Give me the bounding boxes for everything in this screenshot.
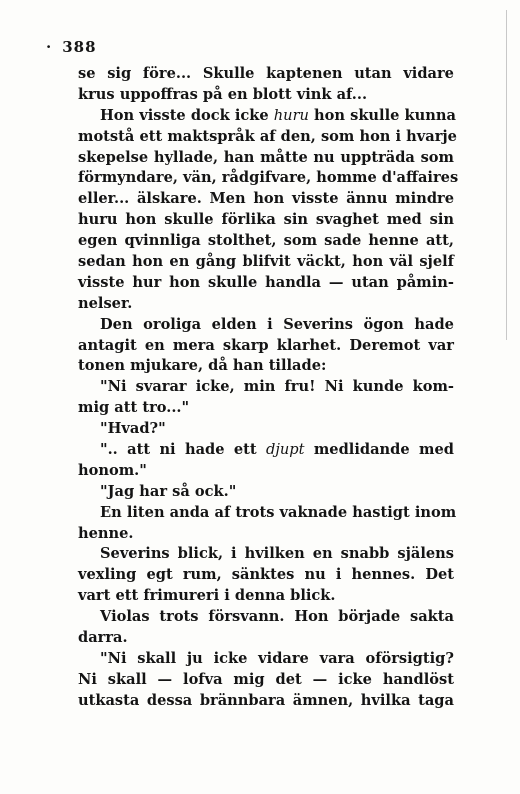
- text-line: Ni skall — lofva mig det — icke handlöst: [78, 670, 454, 688]
- text-line: egen qvinnliga stolthet, som sade henne att,: [78, 232, 454, 250]
- text-line: antagit en mera skarp klarhet. Deremot var: [78, 336, 454, 354]
- text-line: tonen mjukare, då han tillade:: [78, 357, 327, 375]
- text-line: honom.": [78, 461, 147, 479]
- text-line: Den oroliga elden i Severins ögon hade: [100, 315, 454, 333]
- text-line: mig att tro...": [78, 399, 190, 417]
- text-line: huru hon skulle förlika sin svaghet med sin: [78, 211, 454, 229]
- page-number-value: 388: [62, 38, 97, 56]
- text-line: vart ett frimureri i denna blick.: [78, 587, 336, 605]
- text-line: nelser.: [78, 294, 133, 312]
- text-line: "Hvad?": [100, 420, 166, 438]
- text-line: förmyndare, vän, rådgifvare, homme d'affaires: [78, 169, 459, 187]
- text-line: krus uppoffras på en blott vink af...: [78, 85, 368, 103]
- text-line: se sig före... Skulle kaptenen utan vidare: [78, 65, 454, 82]
- text-line: En liten anda af trots vaknade hastigt inom: [100, 503, 457, 521]
- text-line: motstå ett maktspråk af den, som hon i hvarje: [78, 127, 457, 145]
- text-line: Severins blick, i hvilken en snabb själens: [100, 545, 454, 563]
- text-line: skepelse hyllade, han måtte nu uppträda som: [78, 148, 454, 166]
- text-line: sedan hon en gång blifvit väckt, hon väl sjelf: [78, 253, 454, 271]
- text-line: utkasta dessa brännbara ämnen, hvilka taga: [78, 691, 454, 709]
- text-line: eller... älskare. Men hon visste ännu mindre: [78, 190, 454, 208]
- text-line: henne.: [78, 524, 134, 542]
- text-line: vexling egt rum, sänktes nu i hennes. Det: [78, 566, 455, 584]
- page-edge-line: [506, 10, 507, 340]
- text-line: visste hur hon skulle handla — utan påmin-: [78, 273, 454, 291]
- text-line: "Ni svarar icke, min fru! Ni kunde kom-: [100, 378, 454, 396]
- text-line: "Jag har så ock.": [100, 482, 237, 500]
- text-line: darra.: [78, 629, 128, 647]
- body-text: [78, 64, 459, 712]
- text-line: ".. att ni hade ett djupt medlidande med: [100, 441, 454, 459]
- text-line: "Ni skall ju icke vidare vara oförsigtig?: [100, 649, 454, 667]
- page-number: [46, 38, 97, 56]
- page-number-dot: ·: [46, 38, 53, 56]
- text-line: Hon visste dock icke huru hon skulle kunna: [100, 106, 456, 124]
- text-line: Violas trots försvann. Hon började sakta: [100, 608, 454, 626]
